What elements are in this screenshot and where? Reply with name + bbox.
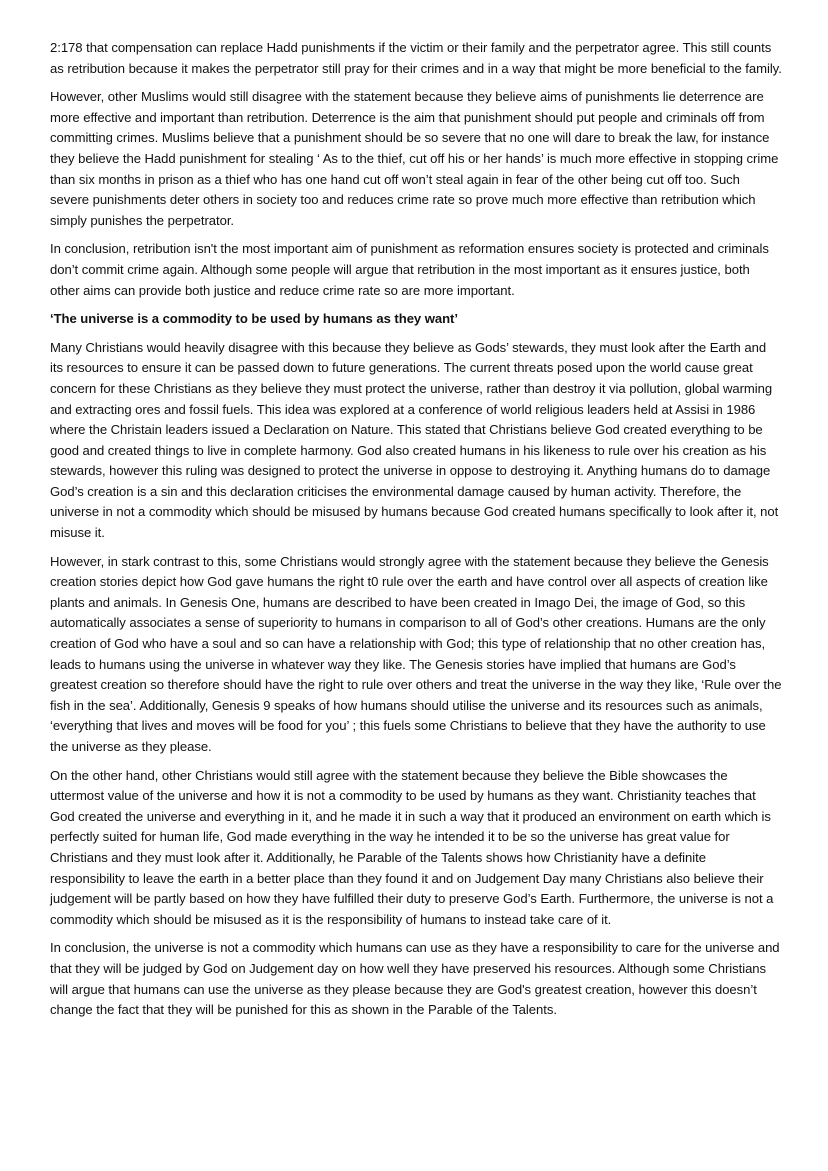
document-page xyxy=(50,38,782,1029)
paragraph-universe-conclusion: In conclusion, the universe is not a commodity which humans can use as they have a responsibility to care for the universe and that they will be judged by God on Judgement day on how well they have preserved his resources. Although some Christians will argue that humans can use the universe as they please because they are God's greatest creation, however this doesn’t change the fact that they will be punished for this as shown in the Parable of the Talents. xyxy=(50,940,780,1018)
paragraph-punishment-conclusion: In conclusion, retribution isn't the most important aim of punishment as reformation ensures society is protected and criminals don’t commit crime again. Although some people will argue that retribution in the most important as it ensures justice, both other aims can provide both justice and reduce crime rate so are more important. xyxy=(50,241,769,298)
paragraph-value-of-universe: On the other hand, other Christians would still agree with the statement because they believe the Bible showcases the uttermost value of the universe and how it is not a commodity to be used by humans as they want. Christianity teaches that God created the universe and everything in it, and he made it in such a way that it produced an environment on earth which is perfectly suited for human life, God made everything in the way he intended it to be so the universe has great value for Christians and they must look after it. Additionally, he Parable of the Talents shows how Christianity have a definite responsibility to leave the earth in a better place than they found it and on Judgement Day many Christians also believe their judgement will be partly based on how they have fulfilled their duty to preserve God’s Earth. Furthermore, the universe is not a commodity which should be misused as it is the responsibility of humans to instead take care of it. xyxy=(50,767,774,927)
paragraph-retribution-compensation: 2:178 that compensation can replace Hadd punishments if the victim or their family and the perpetrator agree. This still counts as retribution because it makes the perpetrator still pray for their crimes and in a way that might be more beneficial to the family. xyxy=(50,40,782,76)
section-heading-universe-commodity: ‘The universe is a commodity to be used by humans as they want’ xyxy=(50,311,458,327)
paragraph-deterrence: However, other Muslims would still disagree with the statement because they believe aims of punishments lie deterrence are more effective and important than retribution. Deterrence is the aim that punishment should put people and criminals off from committing crimes. Muslims believe that a punishment should be so severe that no one will dare to break the law, for instance they believe the Hadd punishment for stealing ‘ As to the thief, cut off his or her hands’ is much more effective in stopping crime than six months in prison as a thief who has one hand cut off won’t steal again in fear of the other being cut off too. Such severe punishments deter others in society too and reduces crime rate so prove much more effective than retribution which simply punishes the perpetrator. xyxy=(50,89,779,228)
paragraph-stewardship: Many Christians would heavily disagree with this because they believe as Gods’ stewards, they must look after the Earth and its resources to ensure it can be passed down to future generations. The current threats posed upon the world cause great concern for these Christians as they believe they must protect the universe, rather than destroy it via pollution, global warming and extracting ores and fossil fuels. This idea was explored at a conference of world religious leaders held at Assisi in 1986 where the Christain leaders issued a Declaration on Nature. This stated that Christians believe God created everything to be good and created things to live in complete harmony. God also created humans in his likeness to rule over his creation as his stewards, however this ruling was designed to protect the universe in oppose to destroying it. Anything humans do to damage God’s creation is a sin and this declaration criticises the environmental damage caused by human activity. Therefore, the universe in not a commodity which should be misused by humans because God created humans specifically to look after it, not misuse it. xyxy=(50,339,779,541)
paragraph-dominion: However, in stark contrast to this, some Christians would strongly agree with the statement because they believe the Genesis creation stories depict how God gave humans the right t0 rule over the earth and have control over all aspects of creation like plants and animals. In Genesis One, humans are described to have been created in Imago Dei, the image of God, so this automatically associates a sense of superiority to humans in comparison to all of God’s other creations. Humans are the only creation of God who have a soul and so can have a relationship with God; this type of relationship that no other creation has, leads to humans using the universe in whatever way they like. The Genesis stories have implied that humans are God’s greatest creation so therefore should have the right to rule over others and treat the universe in the way they like, ‘Rule over the fish in the sea’. Additionally, Genesis 9 speaks of how humans should utilise the universe and its resources such as animals, ‘everything that lives and moves will be food for you’ ; this fuels some Christians to believe that they have the authority to use the universe as they please. xyxy=(50,553,782,754)
